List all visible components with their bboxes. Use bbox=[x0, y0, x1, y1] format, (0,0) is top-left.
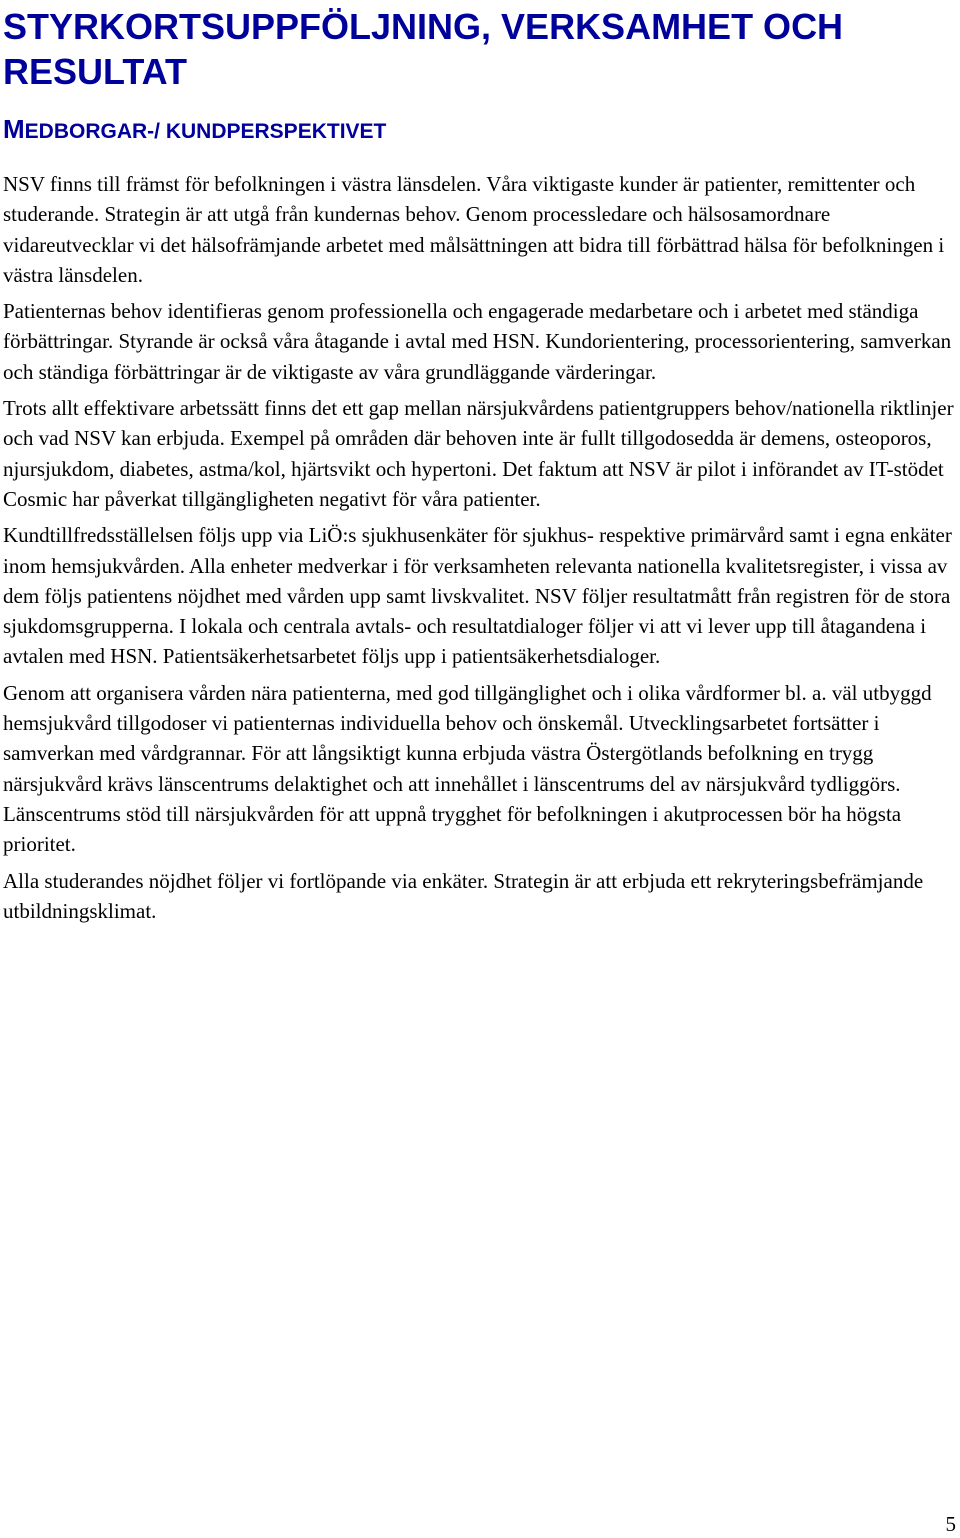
document-title: STYRKORTSUPPFÖLJNING, VERKSAMHET OCH RESULTAT bbox=[3, 6, 844, 92]
paragraph: Alla studerandes nöjdhet följer vi fortlöpande via enkäter. Strategin är att erbjuda ett rekryteringsbefrämjande utbildningsklimat. bbox=[3, 868, 924, 923]
paragraph: Patienternas behov identifieras genom professionella och engagerade medarbetare och i arbetet med ständiga förbättringar. Styrande är också våra åtagande i avtal med HSN. Kundorientering, processorientering, samverkan och ständiga förbättringar är de viktigaste av våra grundläggande värderingar. bbox=[3, 299, 952, 384]
document-page bbox=[3, 0, 955, 932]
paragraph: NSV finns till främst för befolkningen i västra länsdelen. Våra viktigaste kunder är patienter, remittenter och studerande. Strategin är att utgå från kundernas behov. Genom processledare och hälsosamordnare vidareutvecklar vi det hälsofrämjande arbetet med målsättningen att bidra till förbättrad hälsa för befolkningen i västra länsdelen. bbox=[3, 172, 945, 287]
paragraph: Trots allt effektivare arbetssätt finns det ett gap mellan närsjukvårdens patientgruppers behov/nationella riktlinjer och vad NSV kan erbjuda. Exempel på områden där behoven inte är fullt tillgodosedda är demens, osteoporos, njursjukdom, diabetes, astma/kol, hjärtsvikt och hypertoni. Det faktum att NSV är pilot i införandet av IT-stödet Cosmic har påverkat tillgängligheten negativt för våra patienter. bbox=[3, 396, 954, 511]
page-number: 5 bbox=[945, 1512, 956, 1536]
paragraph: Kundtillfredsställelsen följs upp via LiÖ:s sjukhusenkäter för sjukhus- respektive primärvård samt i egna enkäter inom hemsjukvården. Alla enheter medverkar i för verksamheten relevanta nationella kvalitetsregister, i vissa av dem följs patientens nöjdhet med vården upp samt livskvalitet. NSV följer resultatmått från registren för de stora sjukdomsgrupperna. I lokala och centrala avtals- och resultatdialoger följer vi att vi lever upp till åtagandena i avtalen med HSN. Patientsäkerhetsarbetet följs upp i patientsäkerhetsdialoger. bbox=[3, 523, 952, 669]
section-heading-rest: EDBORGAR-/ KUNDPERSPEKTIVET bbox=[24, 120, 387, 143]
paragraph: Genom att organisera vården nära patienterna, med god tillgänglighet och i olika vårdformer bl. a. väl utbyggd hemsjukvård tillgodoser vi patienternas individuella behov och önskemål. Utvecklingsarbetet fortsätter i samverkan med vårdgrannar. För att långsiktigt kunna erbjuda västra Östergötlands befolkning en trygg närsjukvård krävs länscentrums delaktighet och att innehållet i länscentrums del av närsjukvård tydliggörs. Länscentrums stöd till närsjukvården för att uppnå trygghet för befolkningen i akutprocessen bör ha högsta prioritet. bbox=[3, 680, 932, 857]
section-heading-initial: M bbox=[3, 114, 25, 144]
section-heading bbox=[3, 114, 955, 147]
body-text bbox=[3, 169, 955, 926]
